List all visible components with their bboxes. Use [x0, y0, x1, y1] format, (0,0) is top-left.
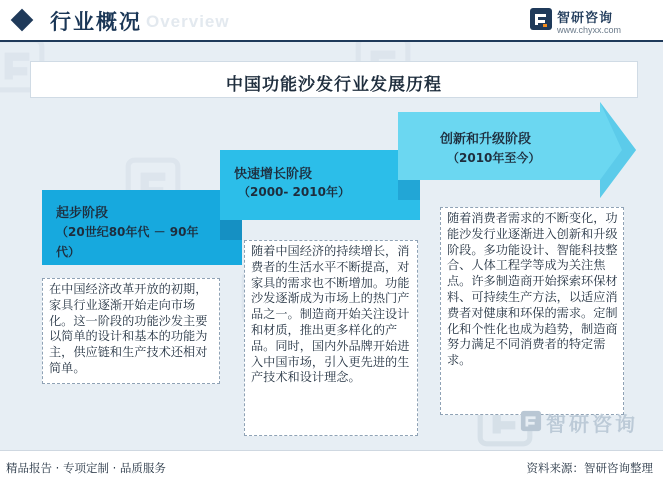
watermark-text: 智研咨询 — [546, 412, 638, 436]
chart-title-band — [30, 61, 638, 98]
footer-tags: 精品报告 · 专项定制 · 品质服务 — [6, 461, 166, 475]
stage-3-side-shadow — [398, 180, 420, 200]
header-bar — [0, 0, 663, 40]
chart-title: 中国功能沙发行业发展历程 — [226, 75, 442, 95]
stage-1-period: （20世纪80年代 － 90年代） — [56, 225, 199, 259]
stage-1-name: 起步阶段 — [56, 206, 109, 221]
stage-3-name: 创新和升级阶段 — [440, 132, 532, 147]
stage-2-period: （2000- 2010年） — [238, 185, 350, 199]
brand-logo-icon — [529, 7, 553, 31]
content-panel — [0, 42, 663, 450]
footer-source: 资料来源：智研咨询整理 — [526, 461, 653, 475]
section-watermark: Overview — [146, 12, 230, 31]
stage-2-side-shadow — [220, 220, 242, 240]
stage-3-period: （2010年至今） — [447, 151, 541, 165]
watermark-logo-icon — [520, 410, 542, 432]
brand-url: www.chyxx.com — [557, 25, 622, 35]
footer-bar — [0, 450, 663, 481]
stage-3-description: 随着消费者需求的不断变化，功能沙发行业逐渐进入创新和升级阶段。多功能设计、智能科技整合、人体工程学等成为关注焦点。许多制造商开始探索环保材料、可持续生产方法，以适应消费者对健康和环保的需求。定制化和个性化也成为趋势，制造商努力满足不同消费者的特定需求。 — [440, 207, 624, 415]
section-title: 行业概况 — [50, 10, 142, 34]
diamond-bullet-icon — [11, 9, 34, 32]
brand-name: 智研咨询 — [557, 11, 614, 26]
stage-2-description: 随着中国经济的持续增长，消费者的生活水平不断提高，对家具的需求也不断增加。功能沙发逐渐成为市场上的热门产品之一。制造商开始关注设计和材质，推出更多样化的产品。同时，国内外品牌开始进入中国市场，引入更先进的生产技术和设计理念。 — [244, 240, 418, 436]
brand-logo — [529, 5, 649, 39]
stage-1-description: 在中国经济改革开放的初期，家具行业逐渐开始走向市场化。这一阶段的功能沙发主要以简单的设计和基本的功能为主，供应链和生产技术还相对简单。 — [42, 278, 220, 384]
stage-2-name: 快速增长阶段 — [234, 167, 313, 182]
